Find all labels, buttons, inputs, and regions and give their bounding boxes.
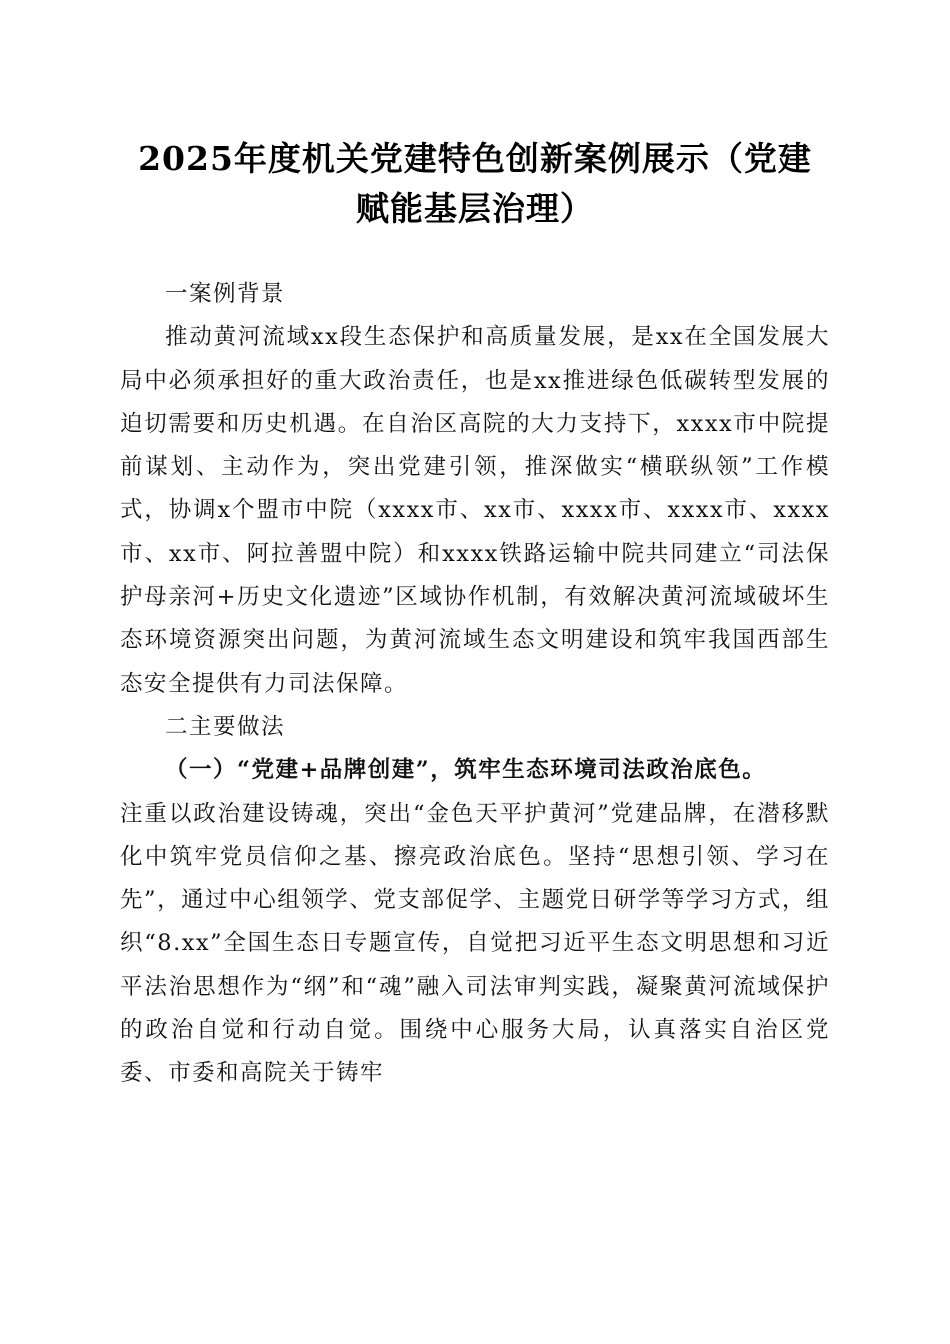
document-body bbox=[120, 273, 830, 1096]
section-heading-methods: 二主要做法 bbox=[165, 713, 286, 740]
background-paragraph: 推动黄河流域xx段生态保护和高质量发展，是xx在全国发展大局中必须承担好的重大政治责任，也是xx推进绿色低碳转型发展的迫切需要和历史机遇。在自治区高院的大力支持下，xxxx市中院提前谋划、主动作为，突出党建引领，推深做实“横联纵领”工作模式，协调x个盟市中院（xxxx市、xx市、xxxx市、xxxx市、xxxx市、xx市、阿拉善盟中院）和xxxx铁路运输中院共同建立“司法保护母亲河+历史文化遗迹”区域协作机制，有效解决黄河流域破坏生态环境资源突出问题，为黄河流域生态文明建设和筑牢我国西部生态安全提供有力司法保障。 bbox=[120, 324, 830, 697]
section-heading-background: 一案例背景 bbox=[165, 281, 286, 307]
title-line-2: 赋能基层治理） bbox=[356, 189, 594, 228]
method-1-heading: （一）“党建+品牌创建”，筑牢生态环境司法政治底色。 bbox=[165, 757, 767, 784]
method-1-paragraph: 注重以政治建设铸魂，突出“金色天平护黄河”党建品牌，在潜移默化中筑牢党员信仰之基、擦亮政治底色。坚持“思想引领、学习在先”，通过中心组领学、党支部促学、主题党日研学等学习方式，组织“8.xx”全国生态日专题宣传，自觉把习近平生态文明思想和习近平法治思想作为“纲”和“魂”融入司法审判实践，凝聚黄河流域保护的政治自觉和行动自觉。围绕中心服务大局，认真落实自治区党委、市委和高院关于铸牢 bbox=[120, 800, 830, 1087]
document-title bbox=[120, 134, 830, 234]
title-line-1: 2025年度机关党建特色创新案例展示（党建 bbox=[138, 139, 812, 178]
